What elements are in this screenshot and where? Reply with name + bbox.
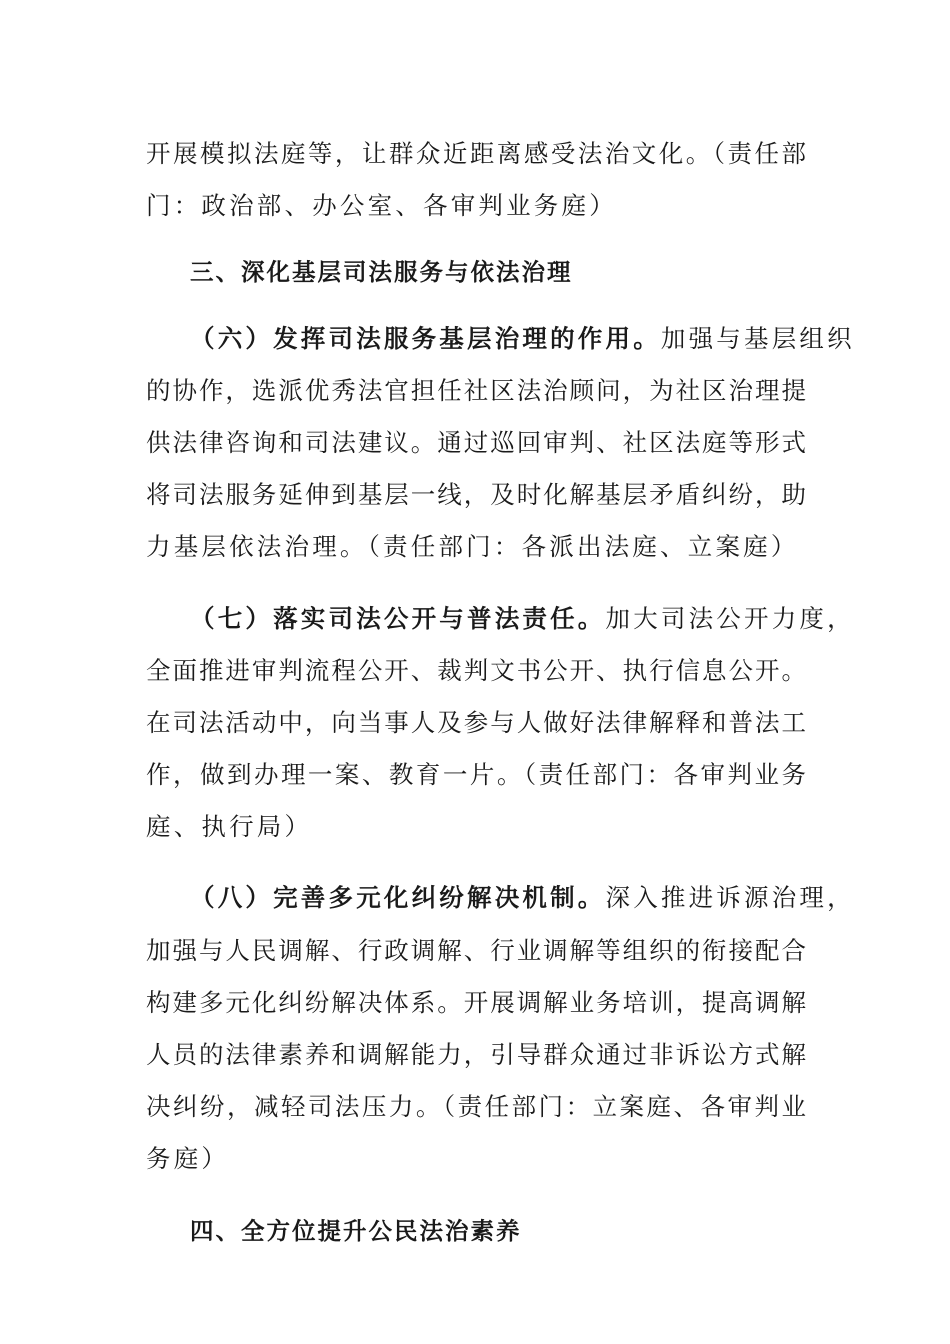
item-7-line-5: 庭、执行局） [146, 812, 313, 842]
item-6-line-5: 力基层依法治理。（责任部门：各派出法庭、立案庭） [146, 532, 799, 562]
intro-line-2: 门：政治部、办公室、各审判业务庭） [146, 191, 617, 221]
intro-line-1: 开展模拟法庭等，让群众近距离感受法治文化。（责任部 [146, 139, 806, 168]
item-8-paragraph [146, 872, 855, 1185]
item-8-line-1 [146, 872, 855, 924]
document-page [146, 128, 855, 1257]
item-7-line-1-rest: 加大司法公开力度， [605, 603, 855, 633]
item-6-line-2: 的协作，选派优秀法官担任社区法治顾问，为社区治理提 [146, 375, 806, 405]
item-8-line-2: 加强与人民调解、行政调解、行业调解等组织的衔接配合 [146, 935, 806, 965]
intro-paragraph [146, 128, 806, 232]
item-6-lead: （六）发挥司法服务基层治理的作用。 [190, 323, 661, 353]
item-6-line-3: 供法律咨询和司法建议。通过巡回审判、社区法庭等形式 [146, 427, 806, 457]
item-6-line-1-rest: 加强与基层组织 [660, 323, 855, 353]
item-7-lead: （七）落实司法公开与普法责任。 [190, 603, 606, 633]
section-3-heading: 三、深化基层司法服务与依法治理 [190, 258, 573, 287]
item-7-line-1 [146, 593, 855, 645]
item-7-line-4: 作，做到办理一案、教育一片。（责任部门：各审判业务 [146, 760, 806, 790]
item-8-line-4: 人员的法律素养和调解能力，引导群众通过非诉讼方式解 [146, 1040, 806, 1069]
item-7-line-3: 在司法活动中，向当事人及参与人做好法律解释和普法工 [146, 707, 806, 737]
item-8-line-5: 决纠纷，减轻司法压力。（责任部门：立案庭、各审判业 [146, 1092, 806, 1122]
item-6-line-4: 将司法服务延伸到基层一线，及时化解基层矛盾纠纷，助 [146, 480, 806, 510]
item-6-paragraph [146, 313, 855, 574]
item-8-line-3: 构建多元化纠纷解决体系。开展调解业务培训，提高调解 [146, 987, 806, 1017]
section-4-heading: 四、全方位提升公民法治素养 [190, 1216, 522, 1245]
item-8-line-1-rest: 深入推进诉源治理， [605, 883, 855, 913]
item-8-line-6: 务庭） [146, 1144, 230, 1174]
item-8-lead: （八）完善多元化纠纷解决机制。 [190, 883, 606, 913]
item-7-paragraph [146, 593, 855, 854]
item-6-line-1 [146, 313, 855, 365]
item-7-line-2: 全面推进审判流程公开、裁判文书公开、执行信息公开。 [146, 655, 806, 685]
